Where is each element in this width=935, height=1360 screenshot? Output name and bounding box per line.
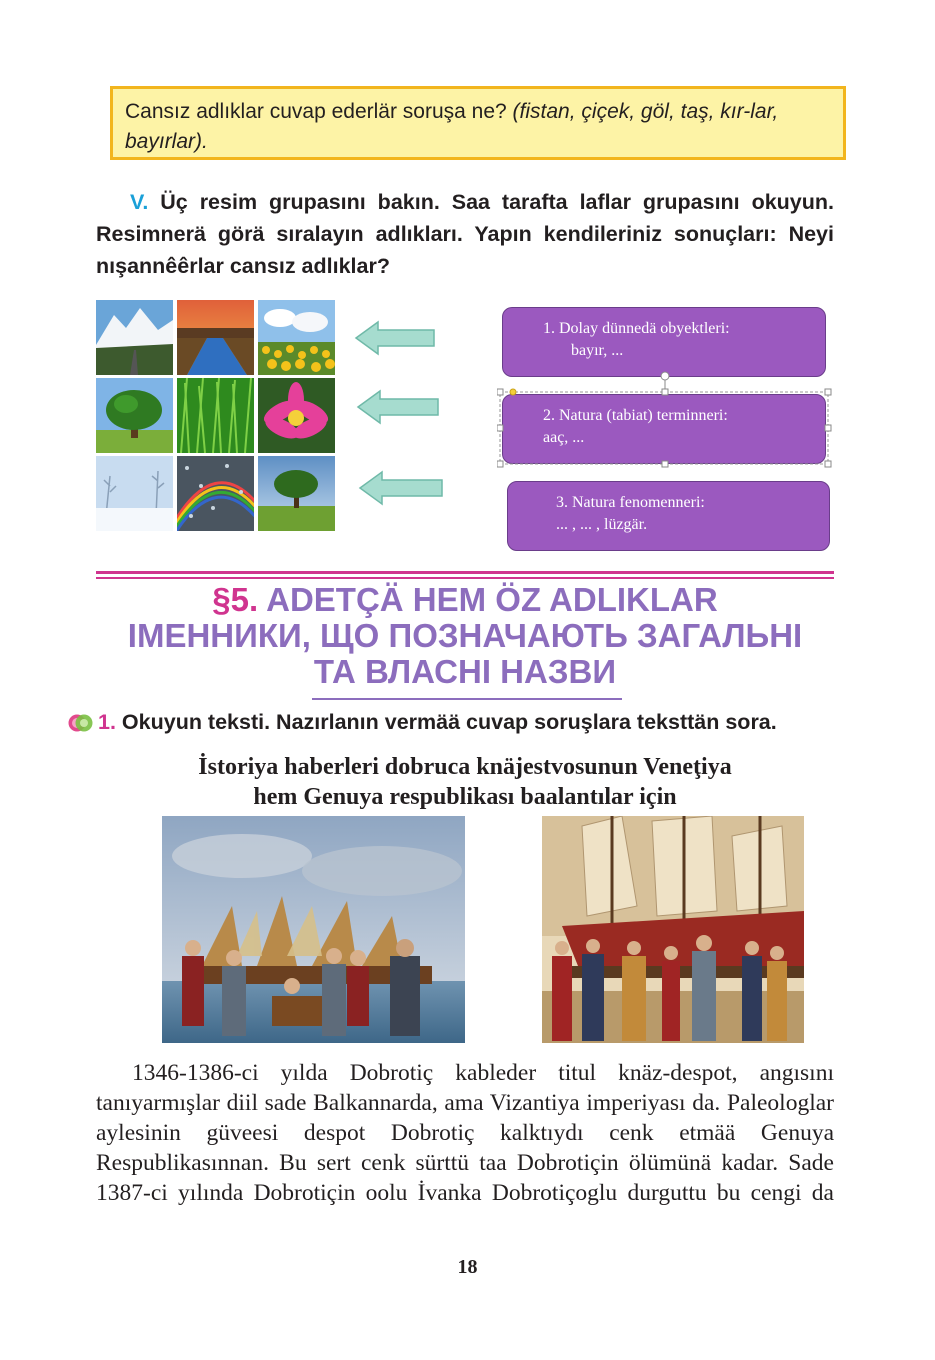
arrow-left-icon bbox=[354, 320, 438, 356]
task-bullet-icon bbox=[67, 713, 97, 733]
section-underline bbox=[312, 698, 622, 700]
rainbow-rain-photo bbox=[177, 456, 254, 531]
sunset-river-photo bbox=[177, 300, 254, 375]
task-1-number: 1. bbox=[98, 710, 116, 734]
question-text: Cansız adlıklar cuvap ederlär soruşa ne? bbox=[125, 100, 507, 123]
arrow-left-icon bbox=[356, 389, 442, 425]
section-rule bbox=[96, 577, 834, 579]
illustration-merchants-harbor bbox=[542, 816, 804, 1043]
task-1 bbox=[98, 708, 878, 736]
photo-grid bbox=[96, 298, 334, 534]
section-rule bbox=[96, 571, 834, 574]
story-paragraph-text: 1346-1386-ci yılda Dobrotiç kableder titul knäz-despot, angısını tanıyarmışlar diil sade Balkannarda, ama Vizantiya imperiyası da. Paleologlar aylesinin güveesi despot Dobrotiç kalktıydı cenk etmää Genuya Respublikasınnan. Bu sert cenk sürttü taa Dobrotiçin ölümünä kadar. Sade 1387-ci yılında Dobrotiçin oolu İvanka Dobrotiçoglu durguttu bu cengi da bbox=[96, 1060, 834, 1206]
grass-photo bbox=[177, 378, 254, 453]
section-number: §5. bbox=[212, 581, 259, 618]
arrow-left-icon bbox=[358, 470, 446, 506]
lotus-flower-photo bbox=[258, 378, 335, 453]
story-paragraph bbox=[96, 1058, 834, 1208]
section-title-line1: ADETÇÄ HEM ÖZ ADLIKLAR bbox=[266, 581, 718, 618]
section-title-line2: ІМЕННИКИ, ЩО ПОЗНАЧАЮТЬ ЗАГАЛЬНІ bbox=[127, 617, 803, 654]
selection-frame bbox=[497, 370, 833, 470]
section-title-line3: ТА ВЛАСНІ НАЗВИ bbox=[313, 653, 617, 690]
task-v-number: V. bbox=[130, 190, 149, 214]
story-title-line2: hem Genuya respublikası baalantılar için bbox=[253, 784, 677, 810]
box-line: 3. Natura fenomenneri: bbox=[556, 494, 705, 511]
snowy-landscape-photo bbox=[96, 456, 173, 531]
task-1-text: Okuyun teksti. Nazırlanın vermää cuvap soruşlara teksttän sora. bbox=[121, 710, 777, 734]
mountain-road-photo bbox=[96, 300, 173, 375]
sunflower-field-photo bbox=[258, 300, 335, 375]
section-title bbox=[96, 582, 834, 690]
task-v-text: Üç resim grupasını bakın. Saa tarafta laflar grupasını okuyun. Resimnerä görä sıralayın adlıkları. Yapın kendileriniz sonuçları: Neyi nışannêêrlar cansız adlıklar? bbox=[96, 190, 834, 278]
box-line: bayır, ... bbox=[571, 342, 624, 359]
page-number: 18 bbox=[457, 1256, 478, 1278]
box-line: 2. Natura (tabiat) terminneri: bbox=[543, 407, 728, 424]
box-line: aaç, ... bbox=[543, 429, 585, 446]
story-title-line1: İstoriya haberleri dobruca knäjestvosunun Veneţiya bbox=[198, 754, 732, 780]
box-line: ... , ... , lüzgär. bbox=[556, 516, 648, 533]
illustration-medieval-ships bbox=[162, 816, 465, 1043]
story-title bbox=[96, 752, 834, 812]
question-examples: (fistan, çiçek, göl, taş, kır-lar, bayırlar). bbox=[125, 100, 779, 153]
tree-photo bbox=[96, 378, 173, 453]
lone-tree-photo bbox=[258, 456, 335, 531]
category-box-objects bbox=[502, 307, 826, 377]
box-line: 1. Dolay dünnedä obyektleri: bbox=[543, 320, 730, 337]
category-box-phenomena bbox=[507, 481, 830, 551]
question-box bbox=[110, 86, 846, 160]
task-v bbox=[96, 186, 834, 282]
